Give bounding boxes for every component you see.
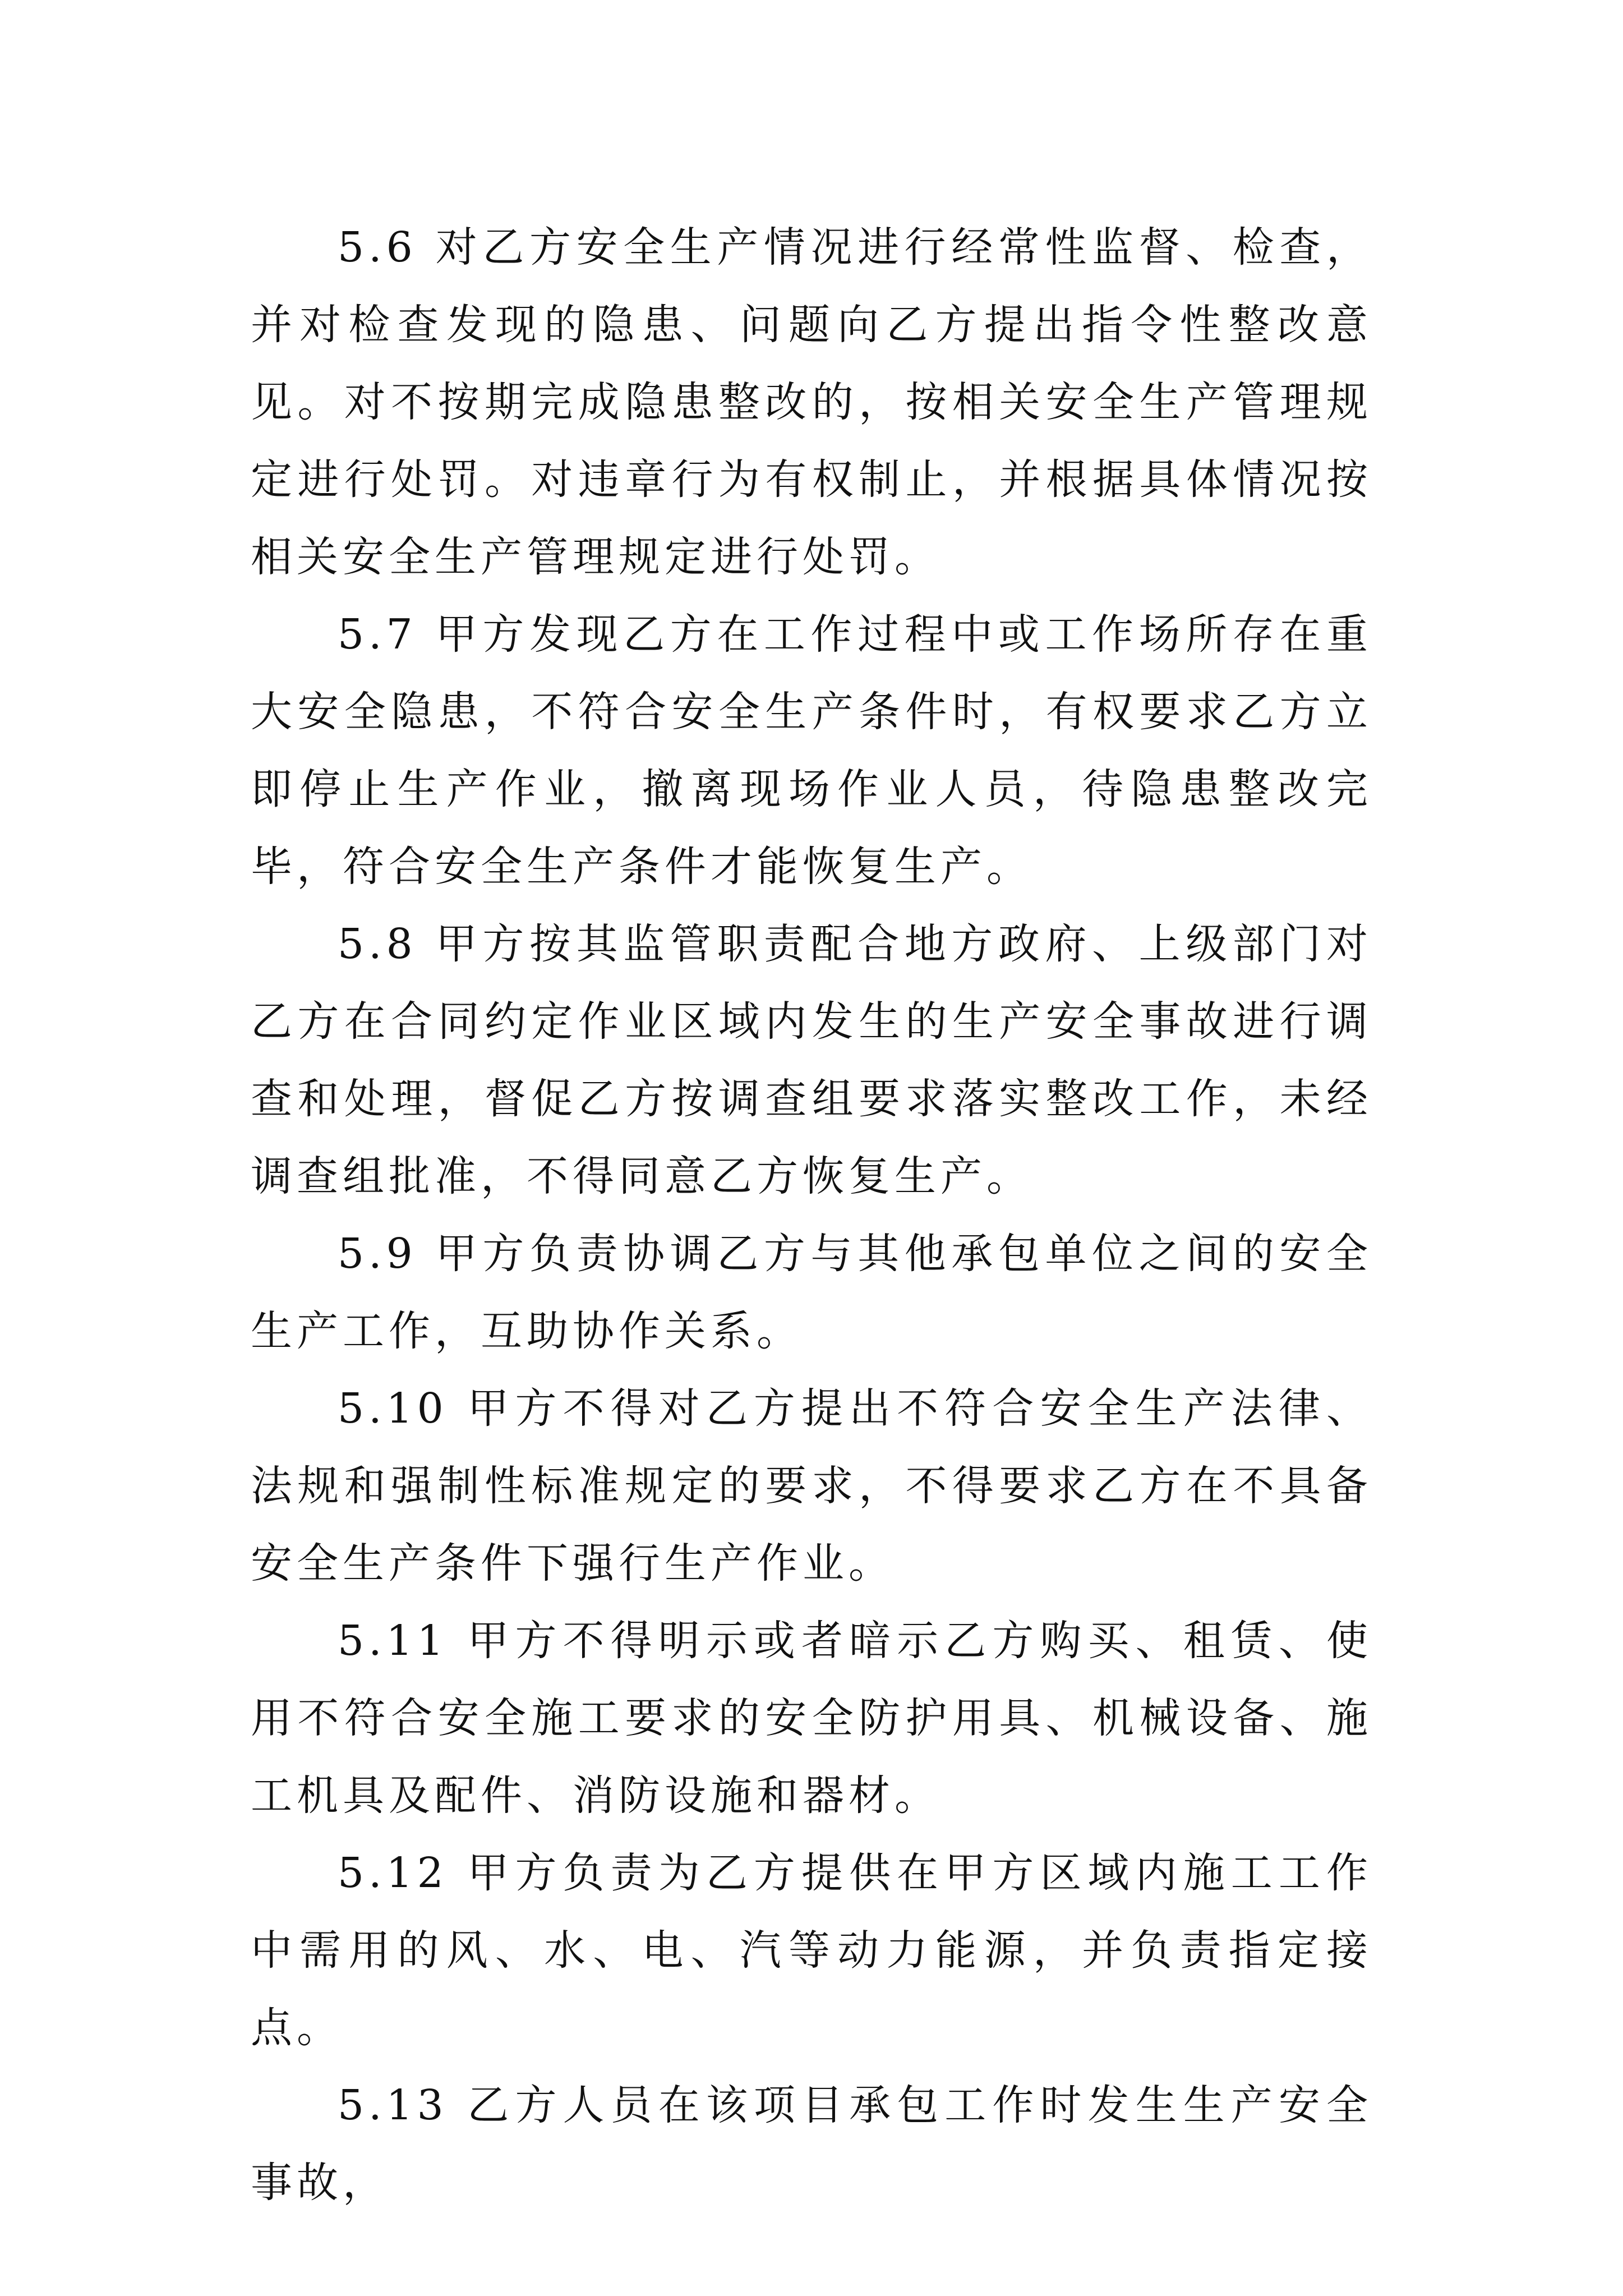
document-body (251, 209, 1372, 2221)
paragraph-5-6: 5.6 对乙方安全生产情况进行经常性监督、检查，并对检查发现的隐患、问题向乙方提出指令性整改意见。对不按期完成隐患整改的，按相关安全生产管理规定进行处罚。对违章行为有权制止，并根据具体情况按相关安全生产管理规定进行处罚。 (251, 223, 1372, 581)
paragraph-5-13: 5.13 乙方人员在该项目承包工作时发生生产安全事故， (251, 2081, 1372, 2207)
paragraph-5-9: 5.9 甲方负责协调乙方与其他承包单位之间的安全生产工作，互助协作关系。 (251, 1230, 1372, 1355)
paragraph-5-8: 5.8 甲方按其监管职责配合地方政府、上级部门对乙方在合同约定作业区域内发生的生产安全事故进行调查和处理，督促乙方按调查组要求落实整改工作，未经调查组批准，不得同意乙方恢复生产。 (251, 920, 1372, 1200)
paragraph-5-11: 5.11 甲方不得明示或者暗示乙方购买、租赁、使用不符合安全施工要求的安全防护用具、机械设备、施工机具及配件、消防设施和器材。 (251, 1617, 1372, 1820)
paragraph-5-10: 5.10 甲方不得对乙方提出不符合安全生产法律、法规和强制性标准规定的要求，不得要求乙方在不具备安全生产条件下强行生产作业。 (251, 1384, 1372, 1588)
paragraph-5-7: 5.7 甲方发现乙方在工作过程中或工作场所存在重大安全隐患，不符合安全生产条件时，有权要求乙方立即停止生产作业，撤离现场作业人员，待隐患整改完毕，符合安全生产条件才能恢复生产。 (251, 610, 1372, 891)
paragraph-5-12: 5.12 甲方负责为乙方提供在甲方区域内施工工作中需用的风、水、电、汽等动力能源，并负责指定接点。 (251, 1849, 1372, 2052)
